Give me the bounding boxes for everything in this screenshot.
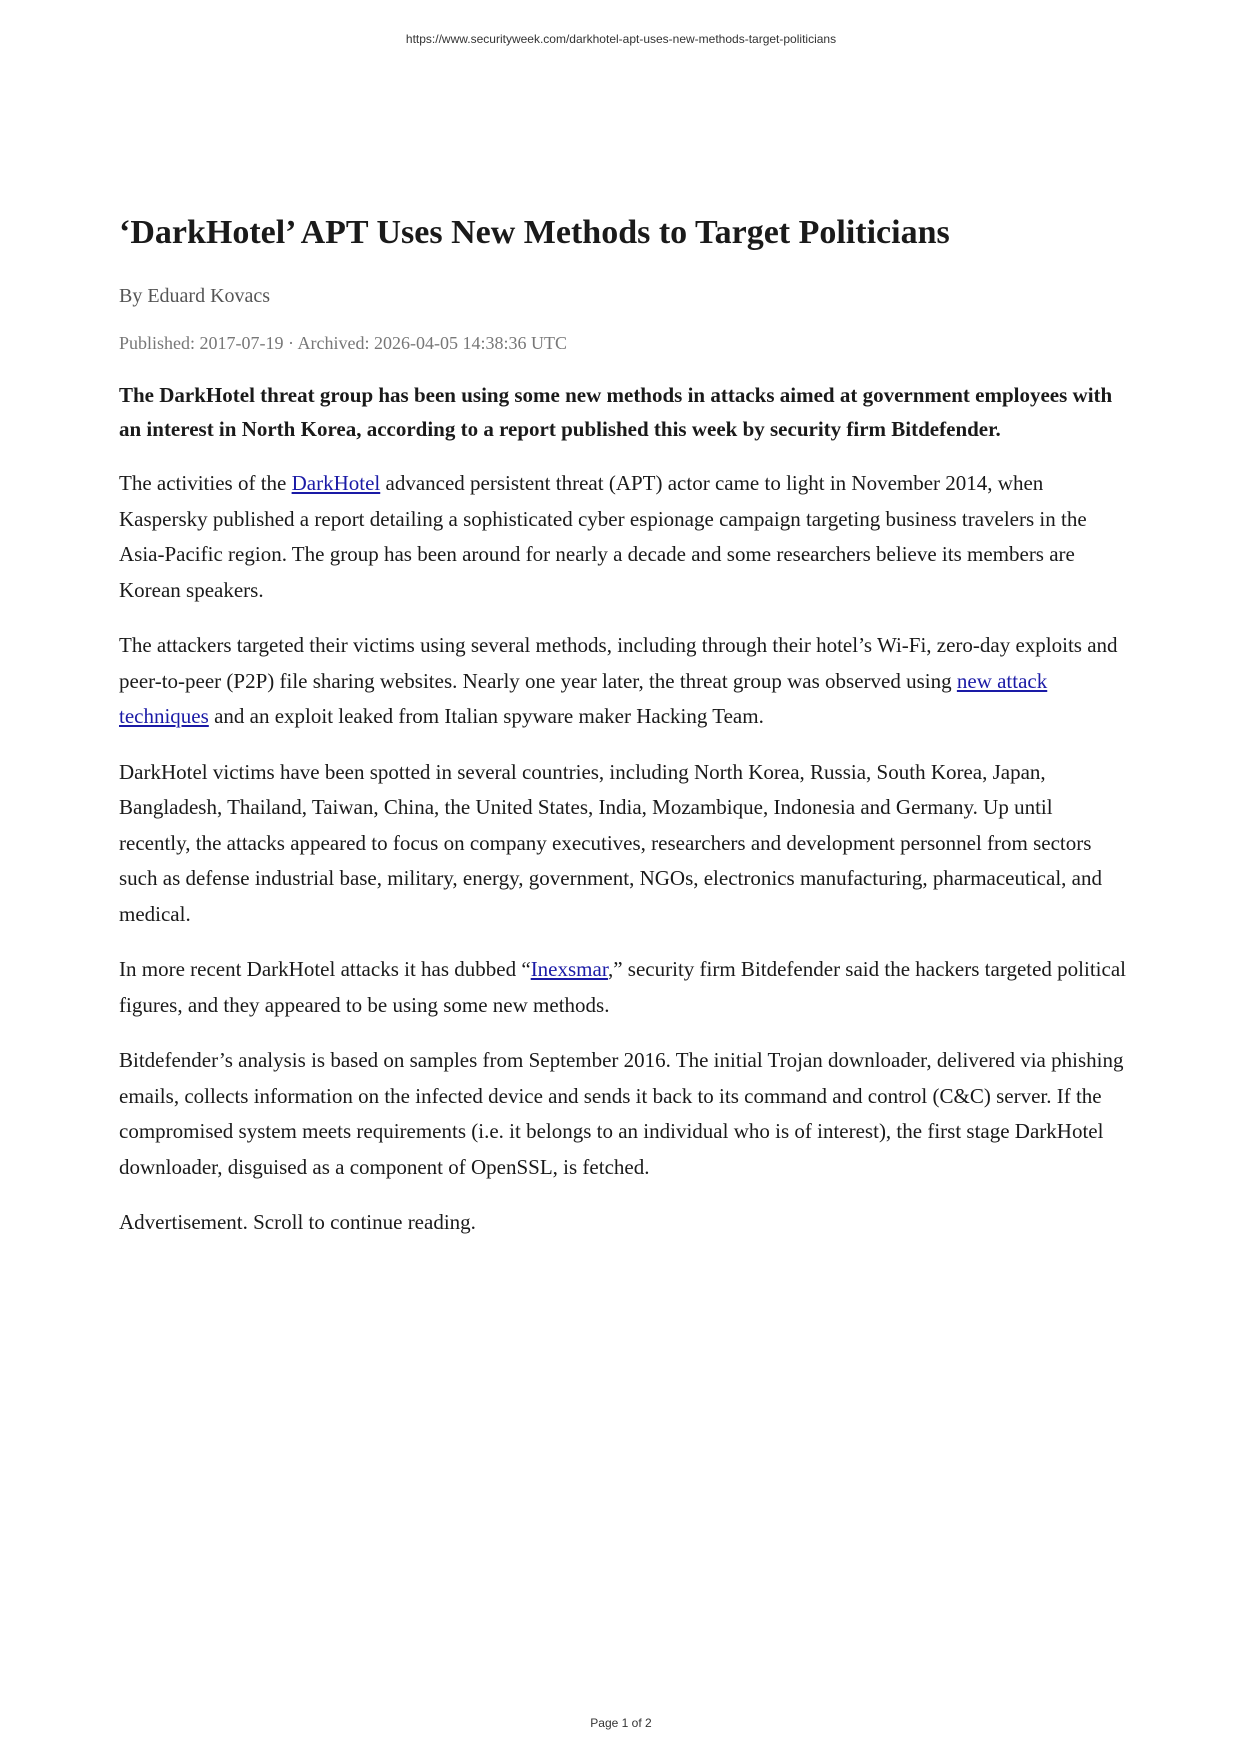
- new-attack-techniques-link[interactable]: new attack techniques: [119, 668, 1048, 728]
- paragraph-5: Bitdefender’s analysis is based on samples from September 2016. The initial Trojan downloader, delivered via phishing emails, collects information on the infected device and sends it back to its command and control (C&C) server. If the compromised system meets requirements (i.e. it belongs to an individual who is of interest), the first stage DarkHotel downloader, disguised as a component of OpenSSL, is fetched.: [119, 1048, 1124, 1179]
- paragraph-text: In more recent DarkHotel attacks it has dubbed “: [119, 957, 531, 981]
- advertisement-notice: Advertisement. Scroll to continue reading.: [119, 1210, 476, 1234]
- article: [119, 210, 1129, 1241]
- paragraph-2: [119, 628, 1129, 735]
- article-title: ‘DarkHotel’ APT Uses New Methods to Target Politicians: [119, 214, 950, 251]
- paragraph-4: [119, 952, 1129, 1023]
- article-byline: By Eduard Kovacs: [119, 285, 271, 307]
- article-meta: Published: 2017-07-19 · Archived: 2026-04-05 14:38:36 UTC: [119, 333, 567, 353]
- paragraph-text: advanced persistent threat (APT) actor came to light in November 2014, when Kaspersky published a report detailing a sophisticated cyber espionage campaign targeting business travelers in the Asia-Pacific region. The group has been around for nearly a decade and some researchers believe its members are Korean speakers.: [119, 471, 1087, 602]
- page-number: Page 1 of 2: [590, 1716, 652, 1730]
- page-url: https://www.securityweek.com/darkhotel-apt-uses-new-methods-target-politicians: [405, 32, 837, 46]
- paragraph-text: and an exploit leaked from Italian spyware maker Hacking Team.: [208, 704, 764, 728]
- paragraph-text: The activities of the: [119, 471, 292, 495]
- inexsmar-link[interactable]: Inexsmar: [530, 957, 608, 981]
- article-lead: The DarkHotel threat group has been using some new methods in attacks aimed at government employees with an interest in North Korea, according to a report published this week by security firm Bitdefender.: [119, 383, 1113, 441]
- paragraph-1: [119, 466, 1129, 608]
- paragraph-text: ,” security firm Bitdefender said the hackers targeted political figures, and they appeared to be using some new methods.: [119, 957, 1126, 1017]
- paragraph-3: DarkHotel victims have been spotted in several countries, including North Korea, Russia, South Korea, Japan, Bangladesh, Thailand, Taiwan, China, the United States, India, Mozambique, Indonesia and Germany. Up until recently, the attacks appeared to focus on company executives, researchers and development personnel from sectors such as defense industrial base, military, energy, government, NGOs, electronics manufacturing, pharmaceutical, and medical.: [119, 759, 1102, 926]
- paragraph-text: The attackers targeted their victims using several methods, including through their hotel’s Wi-Fi, zero-day exploits and peer-to-peer (P2P) file sharing websites. Nearly one year later, the threat group was observed using: [119, 633, 1118, 693]
- darkhotel-link[interactable]: DarkHotel: [291, 471, 381, 495]
